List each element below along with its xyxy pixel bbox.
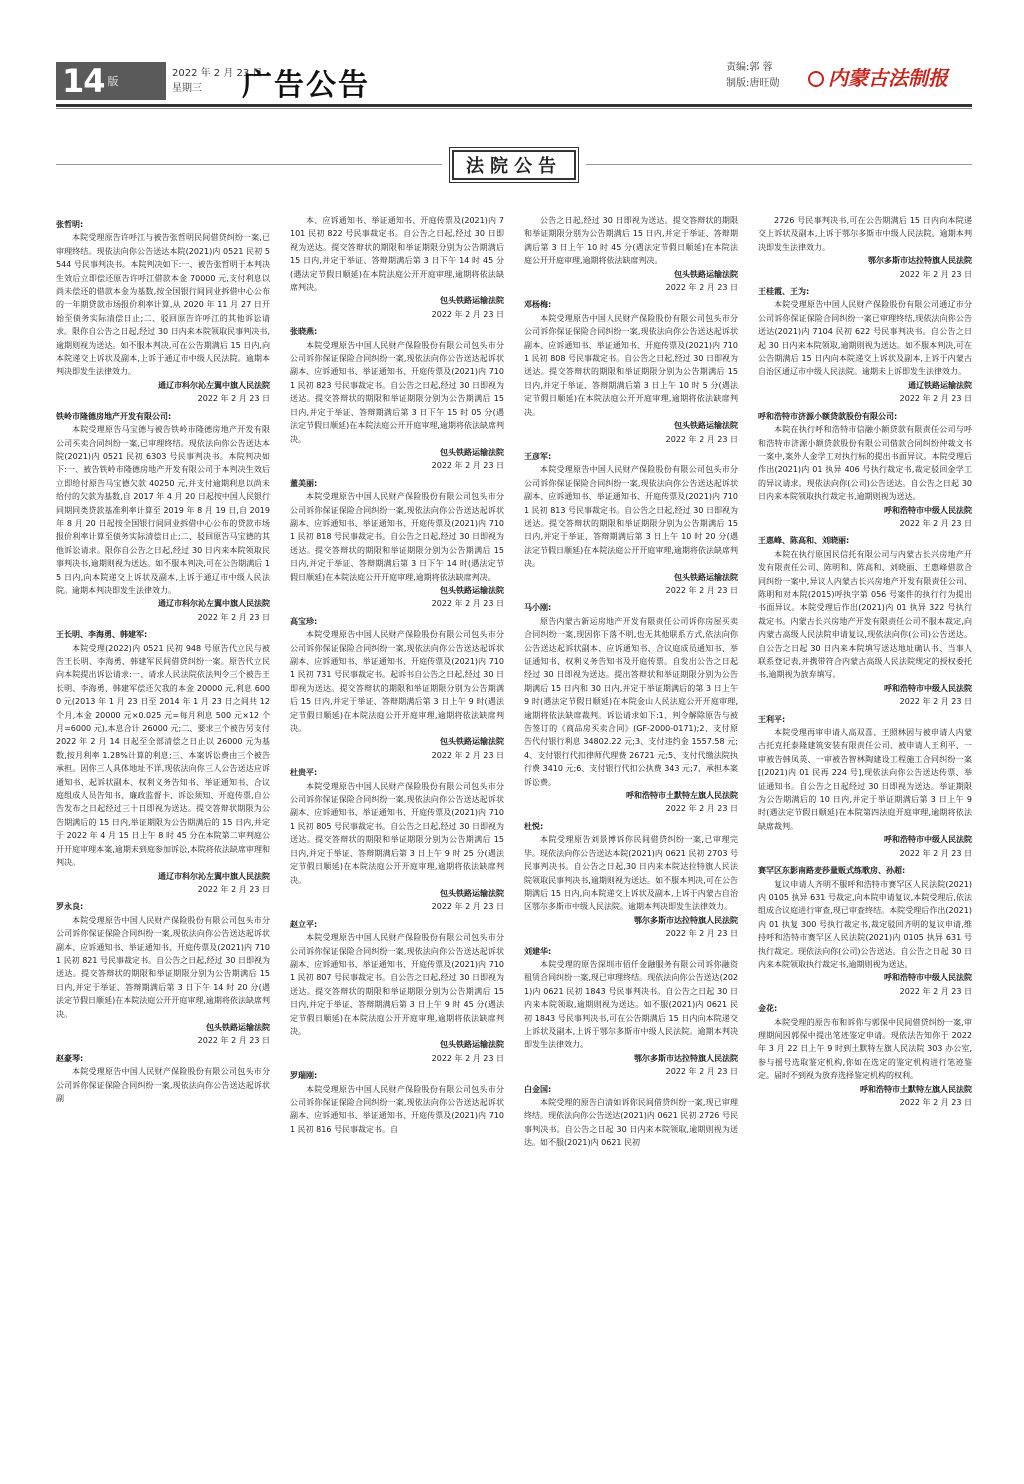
notice-date: 2022 年 2 月 23 日 [665,1067,738,1077]
notice-body: 本院受理原告中国人民财产保险股份有限公司包头市分公司诉你保证保险合同纠纷一案,现依法向你公告送达起诉状副本、应诉通知书、举证通知书、开庭传票及(2021)内 7101 民初 823 号民事裁定书。自公告之日起,经过 30 日即视为送达。提交答辩状的期限和举证期限分别为公告期满后 15 日内,并定于举证、答辩期满后第 3 日下午 15 时 05 分(遇法定节假日顺延)在本院法庭公开开庭审理,逾期将依法缺席判决。 [290,340,504,444]
court-notice [524,298,738,445]
notice-addressee: 罗瑞刚: [290,1071,318,1081]
notice-body: 公告之日起,经过 30 日即视为送达。提交答辩状的期限和举证期限分别为公告期满后 15 日内,并定于举证、答辩期满后第 3 日上午 10 时 45 分(遇法定节假日顺延)在本院法庭公开开庭审理,逾期将依法缺席判决。 [524,216,738,266]
notice-court: 呼和浩特市中级人民法院 [884,973,972,983]
notice-date: 2022 年 2 月 23 日 [197,1036,270,1046]
notice-date: 2022 年 2 月 23 日 [197,612,270,622]
header-rule [56,104,972,107]
notice-court: 包头铁路运输法院 [440,1040,504,1050]
notice-body: 本院在执行呼和浩特市信融小额贷款有限责任公司与呼和浩特市济源小额贷款股份有限公司借款合同纠纷仲裁文书一案中,案外人金学工对执行标的提出书面异议。本院受理后作出(2021)内 01 执异 406 号执行裁定书,裁定驳回金学工的异议请求。现依法向你(公司)公告送达。自公告之日起 30 日内来本院领取执行裁定书,逾期则视为送达。 [758,425,972,502]
notice-court: 通辽市科尔沁左翼中旗人民法院 [158,380,270,390]
notice-date: 2022 年 2 月 23 日 [431,902,504,912]
notice-addressee: 张哲明: [56,220,84,229]
notice-date: 2022 年 2 月 23 日 [197,884,270,894]
banner-line-right [586,164,972,165]
court-notice [758,410,972,531]
notice-addressee: 杜贵平: [290,768,318,778]
notice-body: 本院受理原告刘景博诉你民间借贷纠纷一案,已审理完毕。现依法向你公告送达本院(2021)内 0621 民初 2703 号民事判决书。自公告之日起,30 日内来本院达拉特旗人民法院领取民事判决书,逾期则视为送达。如不服本判决,可在公告期满后 15 日内,向本院递交上诉状及副本,上诉于内蒙古自治区鄂尔多斯市中级人民法院。逾期本判决即发生法律效力。 [524,835,738,912]
notice-court: 呼和浩特市中级人民法院 [884,683,972,693]
notice-addressee: 赵豪琴: [56,1053,84,1063]
notice-date: 2022 年 2 月 23 日 [665,804,738,814]
notice-addressee: 刘建华: [524,946,552,956]
notice-addressee: 金花: [758,1004,778,1014]
notice-date: 2022 年 2 月 23 日 [665,283,738,293]
notice-date: 2022 年 2 月 23 日 [899,1098,972,1107]
notice-body: 本院受理原告中国人民财产保险股份有限公司包头市分公司诉你保证保险合同纠纷一案,现依法向你公告送达起诉状副本、应诉通知书、举证通知书、开庭传票及(2021)内 7101 民初 731 号民事裁定书。起诉书自公告之日起,经过 30 日即视为送达。提交答辩状的期限和举证期限分别为公告期满后 15 日内,并定于举证、答辩期满后第 3 日上午 9 时(遇法定节假日顺延)在本院法庭公开开庭审理,逾期将依法缺席判决。 [290,630,504,734]
notice-court: 包头铁路运输法院 [440,447,504,457]
notice-addressee: 王利平: [758,714,786,724]
notice-court: 通辽市科尔沁左翼中旗人民法院 [158,871,270,881]
notice-body: 复议申请人齐明不服呼和浩特市赛罕区人民法院(2021)内 0105 执异 631 号裁定,向本院申请复议,本院受理后,依法组成合议庭进行审查,现已审查终结。本院受理后作出(2021)内 01 执复 300 号执行裁定书,裁定驳回齐明的复议申请,维持呼和浩特市赛罕区人民法院(2021)内 0105 执异 631 号执行裁定。现依法向你(公司)公告送达。自公告之日起 30 日内来本院领取执行裁定书,逾期则视为送达。 [758,879,972,969]
court-notice [758,214,972,281]
notice-body: 本院受理(2022)内 0521 民初 948 号原告代立民与被告王长明、李海勇、韩建军民间借贷纠纷一案。原告代立民向本院提出诉讼请求:一、请求人民法院依法判令三个被告王长明、李海勇、韩建军偿还欠我的本金 20000 元,利息 6000 元(2013 年 1 月 23 日至 2014 年 1 月 23 日之间共 12 个月,本金 20000 元×0.025 元=每月利息 500 元×12 个月=6000 元),本息合计 26000 元;二、要求三个被告另支付 2022 年 2 月 14 日起至全部清偿之日止以 26000 元为基数,按月利率 1.28%计算的利息;三、本案诉讼费由三个被告承担。因你三人具体地址不详,现依法向你三人公告送达应诉通知书、起诉状副本、权利义务告知书、举证通知书、合议庭组成人员告知书、廉政监督卡、诉讼须知、开庭传票,自公告发布之日起经过三十日即视为送达。提交答辩状期限为公告期满后的 15 日内,举证期限为公告期满后的 15 日内,并定于 2022 年 4 月 15 日上午 8 时 45 分在本院第二审判庭公开开庭审理本案,逾期未到庭参加诉讼,本院将依法缺席审理和判决。 [56,643,270,868]
notice-columns [56,214,972,1474]
court-notice [290,615,504,762]
court-notice [758,864,972,998]
notice-date: 2022 年 2 月 23 日 [431,461,504,471]
notice-date: 2022 年 2 月 23 日 [665,929,738,939]
notice-court: 包头铁路运输法院 [440,737,504,747]
notice-court: 通辽市科尔沁左翼中旗人民法院 [158,599,270,609]
notice-addressee: 赵立平: [290,919,318,929]
notice-court: 包头铁路运输法院 [674,572,738,582]
notice-body: 本院受理原告许呼江与被告张哲明民间借贷纠纷一案,已审理终结。现依法向你公告送达本院(2021)内 0521 民初 5544 号民事判决书。本院判决如下:一、被告张哲明于本判决生效后立即偿还原告许呼江借款本金 70000 元,支付利息以尚未偿还的借款本金为基数,按全国银行间同业拆借中心公布的一年期贷款市场报价利率计算,从 2020 年 11 月 27 日开始至债务实际清偿日止;二、驳回原告许呼江的其他诉讼请求。限你自公告之日起,经过 30 日内来本院领取民事判决书,逾期则视为送达。如不服本判决,可在公告期满后 15 日内,向本院递交上诉状及副本,上诉于通辽市中级人民法院。逾期本判决即发生法律效力。 [56,233,270,377]
notice-date: 2022 年 2 月 23 日 [899,518,972,528]
court-notice [290,477,504,611]
notice-date: 2022 年 2 月 23 日 [899,269,972,279]
notice-body: 本院受理原告中国人民财产保险股份有限公司包头市分公司诉你保证保险合同纠纷一案,现依法向你公告送达起诉状副本、应诉通知书、举证通知书、开庭传票及(2021)内 7101 民初 816 号民事裁定书。自 [290,1084,504,1134]
court-notice [758,713,972,860]
notice-addressee: 呼和浩特市济源小额贷款股份有限公司: [758,411,898,421]
notice-court: 包头铁路运输法院 [206,1022,270,1032]
notice-body: 本院受理原告中国人民财产保险股份有限公司包头市分公司诉你保证保险合同纠纷一案,现依法向你公告送达起诉状副本、应诉通知书、举证通知书、开庭传票及(2021)内 7101 民初 821 号民事裁定书。自公告之日起,经过 30 日即视为送达。提交答辩状的期限和举证期限分别为公告期满后 15 日内,并定于举证、答辩期满后第 3 日下午 14 时 20 分(遇法定节假日顺延)在本院法庭公开开庭审理,逾期将依法缺席判决。 [56,915,270,1019]
court-notice [290,918,504,1065]
court-notice [524,214,738,294]
section-title: 广告公告 [242,68,370,103]
court-notice [524,601,738,816]
court-notice [758,285,972,406]
notice-court: 包头铁路运输法院 [674,269,738,279]
notice-body: 本院受理再审申请人高双喜、王照林因与被申请人内蒙古托克托泰隆建筑安装有限责任公司、被申请人王利平、一审被告韩凤英、一审被告智林陶建设工程施工合同纠纷一案[(2021)内 01 民再 224 号],现依法向你公告送达传票、举证通知书。自公告之日起经过 30 日即视为送达。举证期限为公告期满后的 10 日内,并定于举证期满后第 3 日上午 9 时(遇法定节假日顺延)在本院第四法庭开庭审理,逾期将依法缺席裁判。 [758,728,972,831]
court-notice [56,218,270,406]
notice-addressee: 王彦军: [524,451,552,461]
notice-body: 本、应诉通知书、举证通知书、开庭传票及(2021)内 7101 民初 822 号民事裁定书。自公告之日起,经过 30 日即视为送达。提交答辩状的期限和举证期限分别为公告期满后 15 日内,并定于举证、答辩期满后第 3 日下午 14 时 45 分(遇法定节假日顺延)在本院法庭公开开庭审理,逾期将依法缺席判决。 [290,216,504,293]
notice-addressee: 高宝珍: [290,616,318,626]
newspaper-logo [808,62,948,91]
section-banner [56,150,972,180]
court-notice [290,325,504,472]
notice-addressee: 铁岭市隆德房地产开发有限公司: [56,411,172,421]
court-notice [524,820,738,941]
notice-date: 2022 年 2 月 23 日 [197,394,270,404]
notice-body: 本院受理原告中国人民财产保险股份有限公司包头市分公司诉你保证保险合同纠纷一案,现依法向你公告送达起诉状副 [56,1067,270,1103]
issue-date: 2022 年 2 月 23 日 [172,68,263,79]
page-number: 14 [62,62,105,100]
notice-body: 本院受理的原告白清如诉你民间借贷纠纷一案,现已审理终结。现依法向你公告送达(2021)内 0621 民初 2726 号民事判决书。自公告之日起 30 日内来本院领取,逾期则视为送达。如不服(2021)内 0621 民初 [524,1098,738,1148]
notice-court: 鄂尔多斯市达拉特旗人民法院 [634,1053,738,1063]
notice-court: 包头铁路运输法院 [440,585,504,595]
banner-title: 法院公告 [452,150,576,180]
notice-court: 鄂尔多斯市达拉特旗人民法院 [634,915,738,925]
issue-weekday: 星期三 [172,83,202,94]
notice-addressee: 赛罕区东影南路麦莎量贩式练歌房、孙超: [758,866,906,876]
notice-body: 本院受理原告中国人民财产保险股份有限公司包头市分公司诉你保证保险合同纠纷一案,现依法向你公告送达起诉状副本、应诉通知书、举证通知书、开庭传票及(2021)内 7101 民初 813 号民事裁定书。自公告之日起,经过 30 日即视为送达。提交答辩状的期限和举证期限分别为公告期满后 15 日内,并定于举证、答辩期满后第 3 日上午 10 时 20 分(遇法定节假日顺延)在本院法庭公开开庭审理,逾期将依法缺席判决。 [524,465,738,569]
editor: 责编:郭 蓉 [726,62,773,73]
notice-body: 本院受理原告中国人民财产保险股份有限公司包头市分公司诉你保证保险合同纠纷一案,现依法向你公告送达起诉状副本、应诉通知书、举证通知书、开庭传票及(2021)内 7101 民初 808 号民事裁定书。自公告之日起,经过 30 日即视为送达。提交答辩状的期限和举证期限分别为公告期满后 15 日内,并定于举证、答辩期满后第 3 日上午 10 时 5 分(遇法定节假日顺延)在本院法庭公开开庭审理,逾期将依法缺席判决。 [524,313,738,417]
notice-addressee: 马小刚: [524,603,552,613]
court-notice [56,900,270,1047]
notice-addressee: 邓杨梅: [524,300,552,310]
notice-body: 2726 号民事判决书,可在公告期满后 15 日内向本院递交上诉状及副本,上诉于鄂尔多斯市中级人民法院。逾期本判决即发生法律效力。 [758,216,972,252]
page-number-suffix: 版 [107,74,119,88]
notice-date: 2022 年 2 月 23 日 [899,697,972,707]
court-notice [290,1069,504,1136]
court-notice [56,410,270,625]
notice-column [524,214,738,1474]
banner-line-left [56,164,442,165]
notice-column [56,214,270,1474]
court-notice [524,1083,738,1150]
notice-court: 鄂尔多斯市达拉特旗人民法院 [868,256,972,266]
newspaper-name: 内蒙古法制报 [828,66,948,90]
notice-body: 本院受理原告中国人民财产保险股份有限公司包头市分公司诉你保证保险合同纠纷一案,现依法向你公告送达起诉状副本、应诉通知书、举证通知书、开庭传票及(2021)内 7101 民初 807 号民事裁定书。自公告之日起,经过 30 日即视为送达。提交答辩状的期限和举证期限分别为公告期满后 15 日内,并定于举证、答辩期满后第 3 日上午 9 时 45 分(遇法定节假日顺延)在本院法庭公开开庭审理,逾期将依法缺席判决。 [290,933,504,1036]
notice-column [758,214,972,1474]
court-notice [56,1052,270,1106]
notice-court: 包头铁路运输法院 [440,888,504,898]
court-notice [758,534,972,708]
notice-addressee: 王长明、李海勇、韩建军: [56,630,148,640]
court-notice [524,945,738,1079]
notice-court: 呼和浩特市土默特左旗人民法院 [860,1084,972,1094]
notice-court: 包头铁路运输法院 [440,296,504,306]
notice-body: 本院受理的原告深圳市佰仟金融服务有限公司诉你融资租赁合同纠纷一案,现已审理终结。现依法向你公告送达(2021)内 0621 民初 1843 号民事判决书。自公告之日起 30 日内来本院领取,逾期则视为送达。如不服(2021)内 0621 民初 1843 号民事判决书,可在公告期满后 15 日内向本院递交上诉状及副本,上诉于鄂尔多斯市中级人民法院。逾期本判决即发生法律效力。 [524,959,738,1050]
notice-date: 2022 年 2 月 23 日 [899,394,972,404]
notice-addressee: 杜悦: [524,821,544,831]
header-rule-thin [56,108,972,109]
notice-date: 2022 年 2 月 23 日 [665,434,738,444]
producer: 制版:唐旺勋 [726,78,780,89]
notice-date: 2022 年 2 月 23 日 [431,1053,504,1063]
court-notice [56,628,270,896]
notice-body: 原告内蒙古新运房地产开发有限责任公司诉你房屋买卖合同纠纷一案,现因你下落不明,也无其他联系方式,依法向你公告送达起诉状副本、应诉通知书、合议庭成员通知书、举证通知书、权利义务告知书及开庭传票。自发出公告之日起经过 30 日即视为送达。提出答辩状和举证期限分别为公告期满后 15 日内和 30 日内,并定于举证期满后的第 3 日上午 9 时(遇法定节假日顺延)在本院金山人民法庭公开开庭审理,逾期将依法缺席裁判。诉讼请求如下:1、判令解除原告与被告签订的《商品房买卖合同》(GF-2000-0171);2、支付原告代付银行利息 34802.22 元;3、支付违约金 1557.58 元;4、支付银行代扣律师代理费 26721 元;5、支付代缴法院执行费 3410 元;6、支付银行代扣公执费 343 元;7、承担本案诉讼费。 [524,616,738,787]
notice-addressee: 董美丽: [290,478,318,488]
notice-column [290,214,504,1474]
notice-court: 呼和浩特市中级人民法院 [884,505,972,515]
notice-court: 通辽铁路运输法院 [908,380,972,390]
notice-addressee: 王惠峰、陈高和、刘晓丽: [758,536,850,546]
notice-body: 本院受理原告中国人民财产保险股份有限公司包头市分公司诉你保证保险合同纠纷一案,现依法向你公告送达起诉状副本、应诉通知书、举证通知书、开庭传票及(2021)内 7101 民初 805 号民事裁定书。自公告之日起,经过 30 日即视为送达。提交答辩状的期限和举证期限分别为公告期满后 15 日内,并定于举证、答辩期满后第 3 日上午 9 时 25 分(遇法定节假日顺延)在本院法庭公开开庭审理,逾期将依法缺席判决。 [290,781,504,885]
notice-body: 本院在执行原国民信托有限公司与内蒙古长兴房地产开发有限责任公司、陈明和、陈高和、刘晓丽、王惠峰借款合同纠纷一案中,异议人内蒙古长兴房地产开发有限责任公司、陈明和对本院(2015)呼执字第 056 号案件的执行行为提出书面异议。本院受理后作出(2021)内 01 执异 322 号执行裁定书。内蒙古长兴房地产开发有限责任公司不服本裁定,向内蒙古高级人民法院申请复议,现依法向你(公司)公告送达。自公告之日起 30 日内来本院填写送达地址确认书、当事人联系登记表,并携带符合内蒙古高级人民法院规定的授权委托书,逾期视为放弃填写。 [758,549,972,680]
court-notice [758,1002,972,1109]
page-number-badge [56,62,166,100]
notice-court: 呼和浩特市土默特左旗人民法院 [626,791,738,801]
notice-addressee: 罗永良: [56,902,84,912]
notice-body: 本院受理原告马宝德与被告铁岭市隆德房地产开发有限公司买卖合同纠纷一案,已审理终结。现依法向你公告送达本院(2021)内 0521 民初 6303 号民事判决书。本院判决如下:一、被告铁岭市隆德房地产开发有限公司于本判决生效后立即给付原告马宝德欠款 40250 元,并支付逾期利息以尚未给付的欠款为基数,自 2017 年 4 月 20 日起按中国人民银行同期同类贷款基准利率计算至 2019 年 8 月 19 日,自 2019 年 8 月 20 日起按全国银行间同业拆借中心公布的贷款市场报价利率计算至债务实际清偿日止;二、驳回原告马宝德的其他诉讼请求。限你自公告之日起,经过 30 日内来本院领取民事判决书,逾期则视为送达。如不服本判决,可在公告期满后 15 日内,向本院递交上诉状及副本,上诉于通辽市中级人民法院。逾期本判决即发生法律效力。 [56,425,270,595]
court-notice [290,214,504,321]
notice-addressee: 张晓燕: [290,327,318,337]
court-notice [524,450,738,597]
notice-addressee: 白金国: [524,1084,552,1094]
notice-date: 2022 年 2 月 23 日 [431,309,504,319]
notice-date: 2022 年 2 月 23 日 [431,750,504,760]
notice-date: 2022 年 2 月 23 日 [431,599,504,609]
notice-date: 2022 年 2 月 23 日 [899,848,972,858]
court-notice [290,766,504,913]
notice-date: 2022 年 2 月 23 日 [665,585,738,595]
notice-court: 呼和浩特市中级人民法院 [884,835,972,845]
editor-credits [726,60,779,92]
logo-emblem-icon [808,71,824,87]
notice-body: 本院受理的原告布和诉你与郭保中民间借贷纠纷一案,审理期间因郭保中提出笔迹鉴定申请。现依法告知你于 2022 年 3 月 22 日上午 9 时到土默特左旗人民法院 303 办公室,参与摇号选取鉴定机构,你如在选定的鉴定机构进行笔迹鉴定。届时不到视为放弃选择鉴定机构的权利。 [758,1017,972,1081]
masthead [56,60,972,104]
notice-court: 包头铁路运输法院 [674,421,738,431]
notice-date: 2022 年 2 月 23 日 [899,986,972,996]
notice-body: 本院受理原告中国人民财产保险股份有限公司通辽市分公司诉你保证保险合同纠纷一案已审理终结,现依法向你公告送达(2021)内 7104 民初 622 号民事判决书。自公告之日起 30 日内来本院领取,逾期则视为送达。如不服本判决,可在公告期满后 15 日内向本院递交上诉状及副本,上诉于内蒙古自治区通辽市中级人民法院。逾期未上诉即发生法律效力。 [758,300,972,377]
notice-addressee: 王桂霞、王为: [758,287,810,297]
notice-body: 本院受理原告中国人民财产保险股份有限公司包头市分公司诉你保证保险合同纠纷一案,现依法向你公告送达起诉状副本、应诉通知书、举证通知书、开庭传票及(2021)内 7101 民初 818 号民事裁定书。自公告之日起,经过 30 日即视为送达。提交答辩状的期限和举证期限分别为公告期满后 15 日内,并定于举证、答辩期满后第 3 日下午 14 时(遇法定节假日顺延)在本院法庭公开开庭审理,逾期将依法缺席判决。 [290,492,504,582]
